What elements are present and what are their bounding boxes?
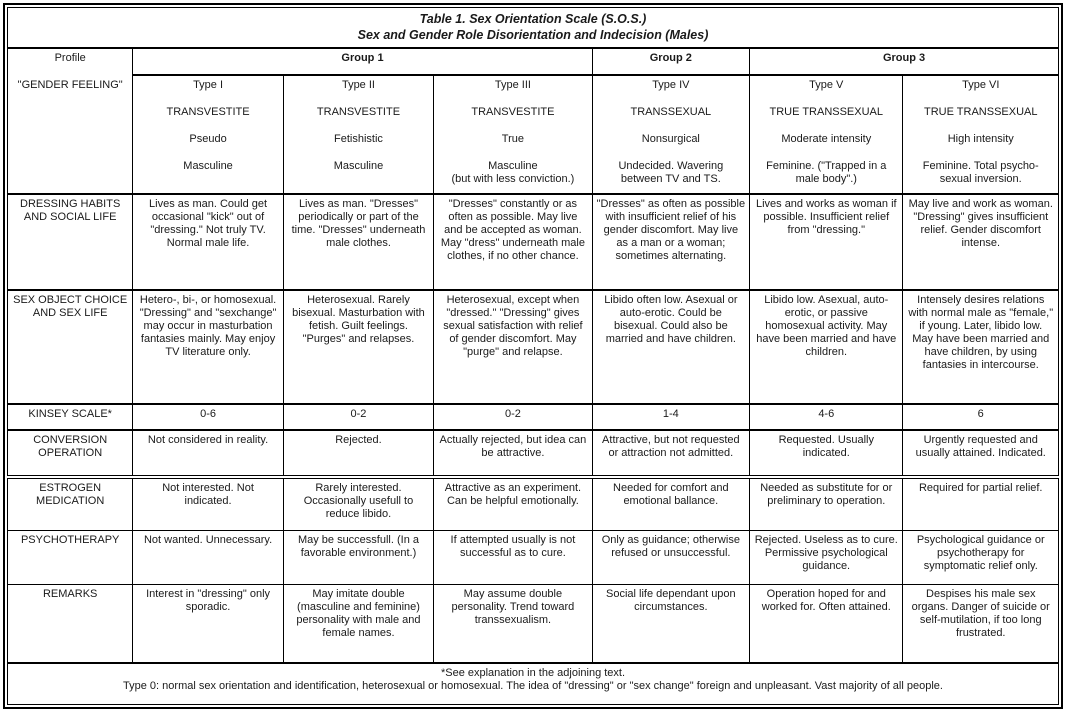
type-subtitle: Moderate intensity: [781, 132, 872, 145]
cell-psychotherapy-type-1: Not wanted. Unnecessary.: [133, 531, 283, 585]
type-name: TRANSSEXUAL: [630, 105, 712, 118]
cell-estrogen-type-1: Not interested. Not indicated.: [133, 477, 283, 531]
type-name: TRUE TRANSSEXUAL: [923, 105, 1038, 118]
type-feeling: Undecided. Wavering between TV and TS.: [618, 159, 724, 185]
cell-kinsey-type-3: 0-2: [434, 404, 592, 430]
cell-conversion-type-4: Attractive, but not requested or attraction not admitted.: [592, 430, 749, 477]
cell-kinsey-type-6: 6: [903, 404, 1059, 430]
cell-dressing-type-4: "Dresses" as often as possible with insufficient relief of his gender discomfort. May live as a man or a woman; sometimes alternating.: [592, 194, 749, 290]
cell-conversion-type-5: Requested. Usually indicated.: [750, 430, 903, 477]
cell-psychotherapy-type-5: Rejected. Useless as to cure. Permissive psychological guidance.: [750, 531, 903, 585]
type-number: Type III: [494, 78, 531, 91]
cell-remarks-type-5: Operation hoped for and worked for. Often attained.: [750, 585, 903, 663]
cell-estrogen-type-4: Needed for comfort and emotional ballance.: [592, 477, 749, 531]
profile-cell-type-3: [434, 75, 592, 194]
profile-cell-type-5: [750, 75, 903, 194]
type-subtitle: Fetishistic: [334, 132, 383, 145]
profile-label-line1: Profile: [54, 51, 86, 64]
profile-cell-type-1: [133, 75, 283, 194]
type-name: TRUE TRANSSEXUAL: [769, 105, 884, 118]
cell-estrogen-type-6: Required for partial relief.: [903, 477, 1059, 531]
cell-psychotherapy-type-6: Psychological guidance or psychotherapy for symptomatic relief only.: [903, 531, 1059, 585]
type-subtitle: Nonsurgical: [641, 132, 700, 145]
cell-psychotherapy-type-3: If attempted usually is not successful as to cure.: [434, 531, 592, 585]
row-label-conversion-operation: CONVERSION OPERATION: [8, 430, 133, 477]
cell-dressing-type-2: Lives as man. "Dresses" periodically or part of the time. "Dresses" underneath male clothes.: [283, 194, 433, 290]
type-name: TRANSVESTITE: [471, 105, 555, 118]
type-feeling: Feminine. ("Trapped in a male body".): [766, 159, 887, 185]
row-label-kinsey-scale: KINSEY SCALE*: [8, 404, 133, 430]
cell-estrogen-type-2: Rarely interested. Occasionally usefull to reduce libido.: [283, 477, 433, 531]
cell-kinsey-type-2: 0-2: [283, 404, 433, 430]
cell-remarks-type-4: Social life dependant upon circumstances.: [592, 585, 749, 663]
table-subtitle: Sex and Gender Role Disorientation and Indecision (Males): [357, 28, 709, 42]
type-number: Type VI: [962, 78, 1000, 91]
type-number: Type I: [193, 78, 224, 91]
profile-cell-type-2: [283, 75, 433, 194]
profile-cell-type-4: [592, 75, 749, 194]
cell-remarks-type-1: Interest in "dressing" only sporadic.: [133, 585, 283, 663]
cell-estrogen-type-3: Attractive as an experiment. Can be helpful emotionally.: [434, 477, 592, 531]
type-feeling: Feminine. Total psycho-sexual inversion.: [922, 159, 1039, 185]
group-3-header: Group 3: [750, 48, 1059, 75]
type-feeling: Masculine: [488, 159, 538, 172]
cell-dressing-type-5: Lives and works as woman if possible. Insufficient relief from "dressing.": [750, 194, 903, 290]
cell-remarks-type-2: May imitate double (masculine and feminine) personality with male and female names.: [283, 585, 433, 663]
footnote-line2: Type 0: normal sex orientation and identification, heterosexual or homosexual. The idea of "dressing" or "sex change" foreign and unpleasant. Vast majority of all people.: [123, 679, 943, 692]
cell-kinsey-type-5: 4-6: [750, 404, 903, 430]
row-label-estrogen-medication: ESTROGEN MEDICATION: [8, 477, 133, 531]
sos-table: [7, 7, 1059, 705]
type-subtitle: High intensity: [947, 132, 1014, 145]
cell-sexobj-type-2: Heterosexual. Rarely bisexual. Masturbation with fetish. Guilt feelings. "Purges" and relapses.: [283, 290, 433, 404]
type-name: TRANSVESTITE: [166, 105, 250, 118]
cell-dressing-type-6: May live and work as woman. "Dressing" gives insufficient relief. Gender discomfort intense.: [903, 194, 1059, 290]
type-number: Type IV: [652, 78, 690, 91]
cell-conversion-type-2: Rejected.: [283, 430, 433, 477]
footnote-line1: *See explanation in the adjoining text.: [440, 666, 626, 679]
cell-sexobj-type-1: Hetero-, bi-, or homosexual. "Dressing" and "sexchange" may occur in masturbation fantasies mainly. May enjoy TV literature only.: [133, 290, 283, 404]
row-label-remarks: REMARKS: [8, 585, 133, 663]
title-cell: [8, 8, 1059, 48]
type-subtitle: Pseudo: [189, 132, 227, 145]
cell-sexobj-type-4: Libido often low. Asexual or auto-erotic. Could be bisexual. Could also be married and have children.: [592, 290, 749, 404]
type-feeling: Masculine: [333, 159, 384, 172]
cell-dressing-type-3: "Dresses" constantly or as often as possible. May live and be accepted as woman. May "dress" underneath male clothes, if no other chance.: [434, 194, 592, 290]
row-label-sex-object: SEX OBJECT CHOICE AND SEX LIFE: [8, 290, 133, 404]
cell-estrogen-type-5: Needed as substitute for or preliminary to operation.: [750, 477, 903, 531]
table-title: Table 1. Sex Orientation Scale (S.O.S.): [419, 12, 647, 26]
cell-conversion-type-1: Not considered in reality.: [133, 430, 283, 477]
type-number: Type V: [809, 78, 844, 91]
table-frame: [3, 3, 1063, 709]
cell-remarks-type-6: Despises his male sex organs. Danger of suicide or self-mutilation, if too long frustrated.: [903, 585, 1059, 663]
row-label-psychotherapy: PSYCHOTHERAPY: [8, 531, 133, 585]
cell-sexobj-type-5: Libido low. Asexual, auto-erotic, or passive homosexual activity. May have been married and have children.: [750, 290, 903, 404]
cell-conversion-type-3: Actually rejected, but idea can be attractive.: [434, 430, 592, 477]
type-subtitle: True: [501, 132, 525, 145]
cell-kinsey-type-4: 1-4: [592, 404, 749, 430]
cell-sexobj-type-6: Intensely desires relations with normal male as "female," if young. Later, libido low. May have been married and have children, by using fantasies in intercourse.: [903, 290, 1059, 404]
row-label-dressing-habits: DRESSING HABITS AND SOCIAL LIFE: [8, 194, 133, 290]
group-2-header: Group 2: [592, 48, 749, 75]
cell-remarks-type-3: May assume double personality. Trend toward transsexualism.: [434, 585, 592, 663]
cell-conversion-type-6: Urgently requested and usually attained. Indicated.: [903, 430, 1059, 477]
cell-psychotherapy-type-2: May be successfull. (In a favorable environment.): [283, 531, 433, 585]
profile-label-line2: "GENDER FEELING": [17, 78, 123, 91]
group-1-header: Group 1: [133, 48, 592, 75]
profile-cell-type-6: [903, 75, 1059, 194]
type-number: Type II: [341, 78, 375, 91]
footnote-cell: [8, 663, 1059, 705]
row-label-profile: [8, 48, 133, 194]
cell-psychotherapy-type-4: Only as guidance; otherwise refused or unsuccessful.: [592, 531, 749, 585]
cell-sexobj-type-3: Heterosexual, except when "dressed." "Dressing" gives sexual satisfaction with relief of gender discomfort. May "purge" and relapse.: [434, 290, 592, 404]
cell-dressing-type-1: Lives as man. Could get occasional "kick" out of "dressing." Not truly TV. Normal male life.: [133, 194, 283, 290]
type-feeling: Masculine: [183, 159, 233, 172]
type-feeling-2: (but with less conviction.): [451, 172, 575, 185]
cell-kinsey-type-1: 0-6: [133, 404, 283, 430]
type-name: TRANSVESTITE: [316, 105, 401, 118]
